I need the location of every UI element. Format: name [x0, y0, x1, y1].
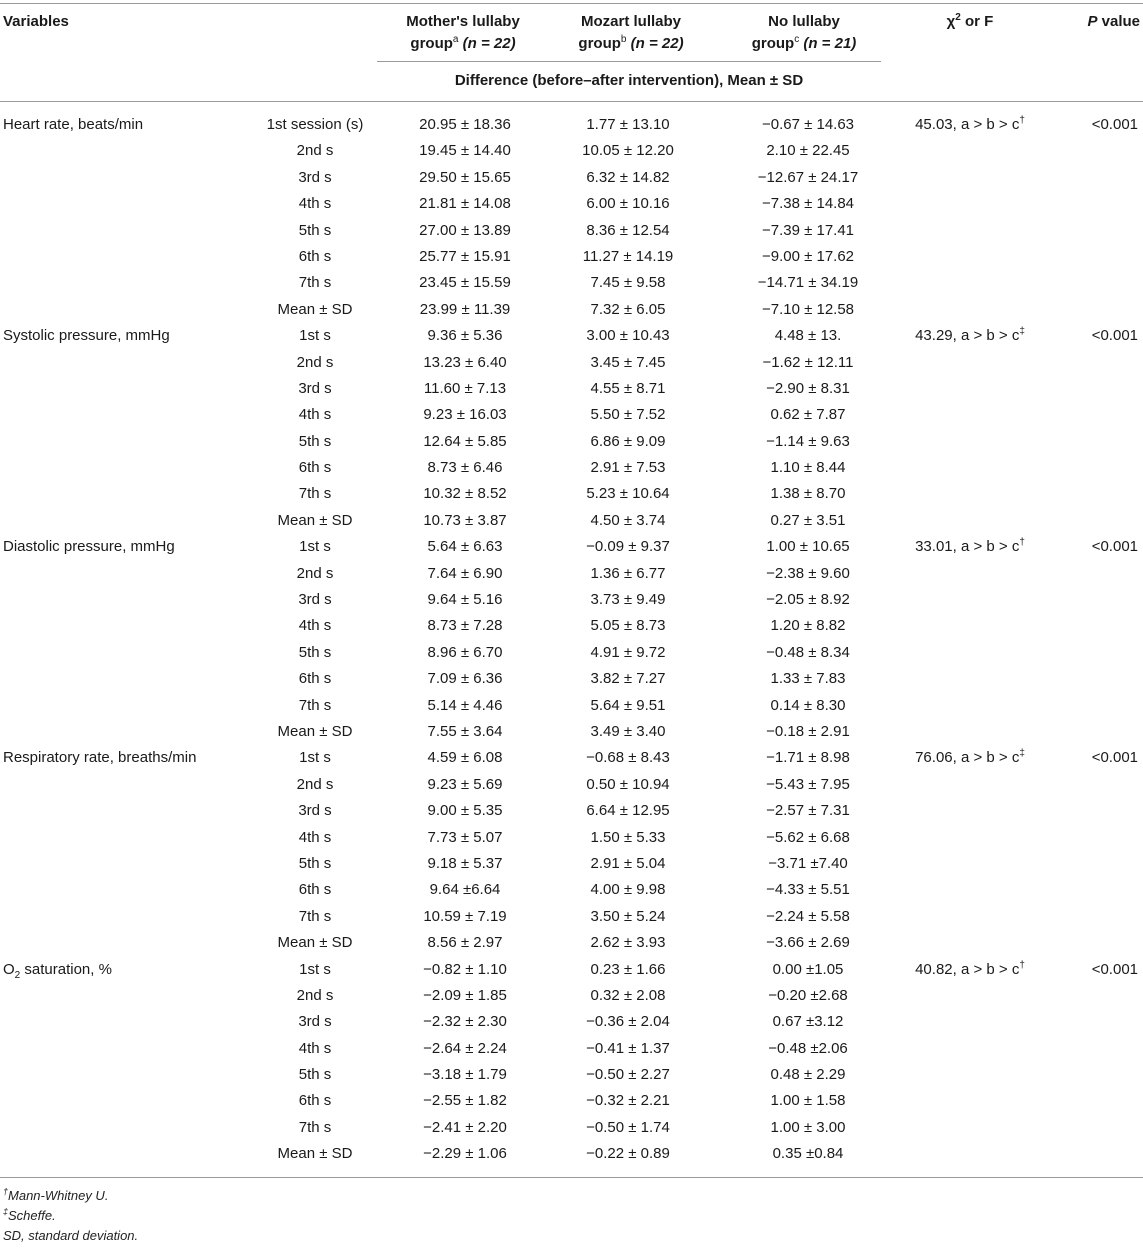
no-lullaby-value: −0.67 ± 14.63 — [761, 116, 855, 133]
no-lullaby-value: 0.67 ±3.12 — [772, 1013, 844, 1031]
mozart-lullaby-value: 0.50 ± 10.94 — [586, 775, 670, 793]
mozart-lullaby-value: 2.91 ± 7.53 — [590, 459, 666, 477]
session-label: 1st s — [299, 749, 331, 767]
session-label: 4th s — [298, 406, 332, 424]
session-label: 4th s — [298, 828, 332, 846]
test-statistic-value: 43.29, a > b > c — [915, 327, 1020, 345]
mozart-lullaby-value: 10.05 ± 12.20 — [582, 142, 674, 160]
no-lullaby-value: 1.20 ± 8.82 — [770, 617, 846, 635]
no-lullaby-value: 0.35 ±0.84 — [772, 1145, 844, 1163]
session-label: 5th s — [298, 432, 332, 450]
mothers-lullaby-value: 11.60 ± 7.13 — [423, 379, 507, 397]
test-statistic — [890, 534, 1050, 560]
session-label: 4th s — [298, 617, 332, 635]
header-bottom-rule — [0, 101, 1143, 102]
p-value: <0.001 — [1091, 749, 1138, 767]
no-lullaby-value: −2.90 ± 8.31 — [766, 379, 850, 397]
mothers-lullaby-value: −2.55 ± 1.82 — [423, 1092, 507, 1110]
mothers-lullaby-value: 13.23 ± 6.40 — [423, 353, 507, 371]
table-row — [0, 1062, 1143, 1088]
mozart-lullaby-value: 11.27 ± 14.19 — [582, 247, 674, 265]
session-label: Mean ± SD — [277, 934, 353, 952]
variable-name — [3, 323, 170, 349]
table-row — [0, 693, 1143, 719]
no-lullaby-value: −7.39 ± 17.41 — [761, 221, 855, 239]
session-label: 2nd s — [296, 564, 334, 582]
session-label: 7th s — [298, 696, 332, 714]
table-row — [0, 534, 1143, 560]
header-group2-sup: b — [620, 34, 627, 45]
variable-name-text: Heart rate, beats/min — [3, 116, 144, 133]
header-group2-n: (n = 22) — [630, 35, 684, 52]
table-row — [0, 323, 1143, 349]
mothers-lullaby-value: 8.56 ± 2.97 — [427, 934, 503, 952]
mothers-lullaby-value: 8.73 ± 7.28 — [427, 617, 503, 635]
table-row — [0, 877, 1143, 903]
mothers-lullaby-value: 10.59 ± 7.19 — [423, 907, 507, 925]
session-label: Mean ± SD — [277, 1145, 353, 1163]
session-label: 2nd s — [296, 353, 334, 371]
table-row — [0, 218, 1143, 244]
mozart-lullaby-value: 5.64 ± 9.51 — [590, 696, 666, 714]
mothers-lullaby-value: 23.45 ± 15.59 — [419, 274, 511, 292]
footnote-dagger-mark: † — [3, 1186, 9, 1197]
variable-name — [3, 957, 112, 983]
no-lullaby-value: −0.48 ± 8.34 — [766, 643, 850, 661]
table-row — [0, 376, 1143, 402]
no-lullaby-value: −1.71 ± 8.98 — [766, 749, 850, 767]
no-lullaby-value: −2.24 ± 5.58 — [766, 907, 850, 925]
table-row — [0, 666, 1143, 692]
session-label: 1st session (s) — [266, 116, 364, 133]
session-label: 3rd s — [298, 168, 332, 186]
mothers-lullaby-value: −2.09 ± 1.85 — [423, 986, 507, 1004]
test-statistic-value: 45.03, a > b > c — [915, 116, 1020, 133]
no-lullaby-value: −2.05 ± 8.92 — [766, 591, 850, 609]
table-row — [0, 165, 1143, 191]
mothers-lullaby-value: 19.45 ± 14.40 — [419, 142, 511, 160]
mozart-lullaby-value: −0.50 ± 1.74 — [586, 1118, 670, 1136]
mozart-lullaby-value: 3.82 ± 7.27 — [590, 670, 666, 688]
mothers-lullaby-value: 27.00 ± 13.89 — [419, 221, 511, 239]
footnote-scheffe — [3, 1206, 56, 1226]
mozart-lullaby-value: −0.22 ± 0.89 — [586, 1145, 670, 1163]
variable-name-text: Respiratory rate, breaths/min — [3, 749, 197, 767]
variable-name — [3, 745, 196, 771]
session-label: 2nd s — [296, 142, 334, 160]
no-lullaby-value: −1.62 ± 12.11 — [762, 353, 854, 371]
header-group3-word: group — [751, 35, 795, 52]
header-p-rest: value — [1097, 13, 1140, 30]
mozart-lullaby-value: 4.00 ± 9.98 — [590, 881, 666, 899]
header-group1-n: (n = 22) — [462, 35, 516, 52]
session-label: 7th s — [298, 485, 332, 503]
session-label: 6th s — [298, 459, 332, 477]
footnote-dagger-text: Mann-Whitney U. — [8, 1188, 109, 1203]
test-statistic-mark: † — [1019, 537, 1025, 549]
session-label: 1st s — [299, 327, 331, 345]
header-group1-word: group — [410, 35, 453, 52]
mozart-lullaby-value: 6.32 ± 14.82 — [586, 168, 670, 186]
table-body — [0, 112, 1143, 1168]
mozart-lullaby-value: 3.49 ± 3.40 — [590, 722, 666, 740]
table-row — [0, 429, 1143, 455]
no-lullaby-value: 1.00 ± 3.00 — [770, 1118, 846, 1136]
mozart-lullaby-value: 4.50 ± 3.74 — [590, 511, 666, 529]
mozart-lullaby-value: 3.00 ± 10.43 — [586, 327, 670, 345]
mothers-lullaby-value: −2.41 ± 2.20 — [423, 1118, 507, 1136]
header-p-letter: P — [1087, 13, 1098, 30]
test-statistic-value: 40.82, a > b > c — [915, 960, 1020, 978]
footnote-ddagger-mark: ‡ — [3, 1206, 9, 1217]
table-row — [0, 350, 1143, 376]
table-row — [0, 508, 1143, 534]
table-row — [0, 138, 1143, 164]
no-lullaby-value: 1.10 ± 8.44 — [770, 459, 846, 477]
mozart-lullaby-value: 7.32 ± 6.05 — [590, 300, 666, 318]
header-group-mozart-lullaby — [545, 11, 717, 55]
mothers-lullaby-value: −2.32 ± 2.30 — [423, 1013, 507, 1031]
footnote-sd: SD, standard deviation. — [3, 1228, 139, 1243]
header-group2-word: group — [578, 35, 621, 52]
mothers-lullaby-value: 9.23 ± 16.03 — [423, 406, 507, 424]
header-group2-line1: Mozart lullaby — [580, 13, 681, 30]
no-lullaby-value: −7.10 ± 12.58 — [761, 300, 855, 318]
session-label: 3rd s — [298, 1013, 332, 1031]
variable-name — [3, 112, 143, 138]
header-group-mothers-lullaby — [377, 11, 549, 55]
mothers-lullaby-value: 4.59 ± 6.08 — [427, 749, 503, 767]
variable-name-text: Diastolic pressure, mmHg — [3, 538, 175, 556]
session-label: 5th s — [298, 1066, 332, 1084]
footnote-ddagger-text: Scheffe. — [8, 1208, 56, 1223]
session-label: 4th s — [298, 195, 332, 213]
mothers-lullaby-value: −3.18 ± 1.79 — [423, 1066, 507, 1084]
session-label: 2nd s — [296, 986, 334, 1004]
mothers-lullaby-value: 10.32 ± 8.52 — [423, 485, 507, 503]
session-label: 3rd s — [298, 591, 332, 609]
no-lullaby-value: −3.71 ±7.40 — [768, 854, 848, 872]
session-label: 7th s — [298, 1118, 332, 1136]
mozart-lullaby-value: 5.23 ± 10.64 — [586, 485, 670, 503]
no-lullaby-value: −2.57 ± 7.31 — [766, 802, 850, 820]
mozart-lullaby-value: 1.77 ± 13.10 — [586, 116, 670, 133]
no-lullaby-value: −14.71 ± 34.19 — [757, 274, 859, 292]
variable-name-text: Systolic pressure, mmHg — [3, 327, 170, 345]
mothers-lullaby-value: 9.18 ± 5.37 — [427, 854, 503, 872]
table-row — [0, 112, 1143, 138]
table-row — [0, 930, 1143, 956]
session-label: 6th s — [298, 670, 332, 688]
table-row — [0, 481, 1143, 507]
mozart-lullaby-value: 6.86 ± 9.09 — [590, 432, 666, 450]
table-row — [0, 1088, 1143, 1114]
mozart-lullaby-value: 1.36 ± 6.77 — [590, 564, 666, 582]
no-lullaby-value: −9.00 ± 17.62 — [761, 247, 855, 265]
no-lullaby-value: −12.67 ± 24.17 — [757, 168, 859, 186]
no-lullaby-value: −1.14 ± 9.63 — [766, 432, 850, 450]
mozart-lullaby-value: −0.68 ± 8.43 — [586, 749, 670, 767]
header-p-value — [1070, 11, 1140, 33]
mothers-lullaby-value: 23.99 ± 11.39 — [419, 300, 511, 318]
no-lullaby-value: 1.33 ± 7.83 — [770, 670, 846, 688]
session-label: 6th s — [298, 247, 332, 265]
mothers-lullaby-value: 25.77 ± 15.91 — [419, 247, 511, 265]
table-row — [0, 561, 1143, 587]
mozart-lullaby-value: 2.91 ± 5.04 — [590, 854, 666, 872]
variable-name-text: O — [3, 960, 15, 978]
table-row — [0, 587, 1143, 613]
mozart-lullaby-value: −0.36 ± 2.04 — [586, 1013, 670, 1031]
p-value: <0.001 — [1091, 327, 1138, 345]
test-statistic-value: 33.01, a > b > c — [915, 538, 1020, 556]
mothers-lullaby-value: 8.96 ± 6.70 — [427, 643, 503, 661]
p-value: <0.001 — [1091, 116, 1138, 133]
no-lullaby-value: −5.43 ± 7.95 — [766, 775, 850, 793]
p-value: <0.001 — [1091, 960, 1138, 978]
no-lullaby-value: −7.38 ± 14.84 — [761, 195, 855, 213]
mozart-lullaby-value: −0.09 ± 9.37 — [586, 538, 670, 556]
header-group3-n: (n = 21) — [803, 35, 857, 52]
table-row — [0, 1141, 1143, 1167]
header-chi-symbol: χ — [946, 13, 956, 30]
header-group-no-lullaby — [718, 11, 890, 55]
mothers-lullaby-value: 9.36 ± 5.36 — [427, 327, 503, 345]
mozart-lullaby-value: 4.55 ± 8.71 — [590, 379, 666, 397]
mothers-lullaby-value: 9.64 ± 5.16 — [427, 591, 503, 609]
header-variables: Variables — [3, 13, 69, 30]
mozart-lullaby-value: 0.32 ± 2.08 — [590, 986, 666, 1004]
mozart-lullaby-value: −0.41 ± 1.37 — [586, 1039, 670, 1057]
session-label: 1st s — [299, 960, 331, 978]
header-sub-rule — [377, 61, 881, 62]
mothers-lullaby-value: 20.95 ± 18.36 — [419, 116, 511, 133]
table-row — [0, 640, 1143, 666]
no-lullaby-value: 0.27 ± 3.51 — [770, 511, 846, 529]
no-lullaby-value: 0.48 ± 2.29 — [770, 1066, 846, 1084]
mozart-lullaby-value: 0.23 ± 1.66 — [590, 960, 666, 978]
test-statistic — [890, 323, 1050, 349]
footnote-mann-whitney — [3, 1186, 108, 1206]
no-lullaby-value: −4.33 ± 5.51 — [766, 881, 850, 899]
no-lullaby-value: 0.62 ± 7.87 — [770, 406, 846, 424]
mozart-lullaby-value: 5.50 ± 7.52 — [590, 406, 666, 424]
table-row — [0, 798, 1143, 824]
session-label: 7th s — [298, 274, 332, 292]
mozart-lullaby-value: 6.00 ± 10.16 — [586, 195, 670, 213]
p-value: <0.001 — [1091, 538, 1138, 556]
table-row — [0, 191, 1143, 217]
table-row — [0, 957, 1143, 983]
no-lullaby-value: −0.48 ±2.06 — [768, 1039, 848, 1057]
table-row — [0, 904, 1143, 930]
test-statistic — [890, 112, 1050, 138]
no-lullaby-value: −3.66 ± 2.69 — [766, 934, 850, 952]
session-label: 7th s — [298, 907, 332, 925]
no-lullaby-value: −2.38 ± 9.60 — [766, 564, 850, 582]
mozart-lullaby-value: −0.50 ± 2.27 — [586, 1066, 670, 1084]
no-lullaby-value: −0.18 ± 2.91 — [766, 722, 850, 740]
no-lullaby-value: 0.00 ±1.05 — [772, 960, 844, 978]
table-row — [0, 297, 1143, 323]
table-row — [0, 719, 1143, 745]
mozart-lullaby-value: 2.62 ± 3.93 — [590, 934, 666, 952]
mozart-lullaby-value: 3.50 ± 5.24 — [590, 907, 666, 925]
no-lullaby-value: 4.48 ± 13. — [774, 327, 842, 345]
no-lullaby-value: 2.10 ± 22.45 — [766, 142, 850, 160]
test-statistic-mark: † — [1019, 115, 1025, 126]
session-label: 3rd s — [298, 802, 332, 820]
header-group2-line2 — [545, 33, 717, 55]
variable-name — [3, 534, 175, 560]
bottom-rule — [0, 1177, 1143, 1178]
mothers-lullaby-value: 21.81 ± 14.08 — [419, 195, 511, 213]
no-lullaby-value: 1.38 ± 8.70 — [770, 485, 846, 503]
mozart-lullaby-value: 8.36 ± 12.54 — [586, 221, 670, 239]
test-statistic-mark: ‡ — [1019, 326, 1025, 338]
mothers-lullaby-value: 7.09 ± 6.36 — [427, 670, 503, 688]
table-row — [0, 1009, 1143, 1035]
no-lullaby-value: −0.20 ±2.68 — [768, 986, 848, 1004]
table-row — [0, 402, 1143, 428]
header-group3-sup: c — [794, 34, 800, 45]
header-chi-sup: 2 — [955, 12, 961, 23]
header-chi-square — [900, 11, 1040, 33]
table-row — [0, 772, 1143, 798]
mozart-lullaby-value: 4.91 ± 9.72 — [590, 643, 666, 661]
header-group1-line1: Mother's lullaby — [406, 13, 520, 30]
table-row — [0, 455, 1143, 481]
table-row — [0, 1115, 1143, 1141]
session-label: 5th s — [298, 221, 332, 239]
header-group3-line2 — [718, 33, 890, 55]
table-row — [0, 825, 1143, 851]
mothers-lullaby-value: 10.73 ± 3.87 — [423, 511, 507, 529]
session-label: 5th s — [298, 854, 332, 872]
mozart-lullaby-value: 7.45 ± 9.58 — [590, 274, 666, 292]
mothers-lullaby-value: 9.00 ± 5.35 — [427, 802, 503, 820]
no-lullaby-value: 0.14 ± 8.30 — [770, 696, 846, 714]
table-row — [0, 1036, 1143, 1062]
mothers-lullaby-value: 9.23 ± 5.69 — [427, 775, 503, 793]
mothers-lullaby-value: 7.73 ± 5.07 — [427, 828, 503, 846]
test-statistic — [890, 745, 1050, 771]
session-label: 6th s — [298, 1092, 332, 1110]
mozart-lullaby-value: 6.64 ± 12.95 — [586, 802, 670, 820]
test-statistic-value: 76.06, a > b > c — [915, 749, 1020, 767]
header-group1-sup: a — [452, 34, 459, 45]
mothers-lullaby-value: 8.73 ± 6.46 — [427, 459, 503, 477]
mothers-lullaby-value: 12.64 ± 5.85 — [423, 432, 507, 450]
mothers-lullaby-value: 7.55 ± 3.64 — [427, 722, 503, 740]
session-label: 3rd s — [298, 379, 332, 397]
mothers-lullaby-value: 5.64 ± 6.63 — [427, 538, 503, 556]
session-label: 1st s — [299, 538, 331, 556]
table-row — [0, 270, 1143, 296]
variable-name-subscript: 2 — [14, 969, 21, 981]
mothers-lullaby-value: 29.50 ± 15.65 — [419, 168, 511, 186]
mozart-lullaby-value: −0.32 ± 2.21 — [586, 1092, 670, 1110]
session-label: Mean ± SD — [277, 300, 353, 318]
header-chi-rest: or F — [960, 13, 994, 30]
mothers-lullaby-value: 5.14 ± 4.46 — [427, 696, 503, 714]
mozart-lullaby-value: 1.50 ± 5.33 — [590, 828, 666, 846]
mozart-lullaby-value: 3.45 ± 7.45 — [590, 353, 666, 371]
session-label: Mean ± SD — [277, 511, 353, 529]
test-statistic — [890, 957, 1050, 983]
mothers-lullaby-value: −0.82 ± 1.10 — [423, 960, 507, 978]
session-label: 6th s — [298, 881, 332, 899]
table-row — [0, 613, 1143, 639]
test-statistic-mark: † — [1019, 959, 1025, 971]
no-lullaby-value: 1.00 ± 1.58 — [770, 1092, 846, 1110]
top-rule — [0, 3, 1143, 4]
mothers-lullaby-value: −2.64 ± 2.24 — [423, 1039, 507, 1057]
test-statistic-mark: ‡ — [1019, 748, 1025, 760]
mothers-lullaby-value: −2.29 ± 1.06 — [423, 1145, 507, 1163]
table-row — [0, 745, 1143, 771]
header-group3-line1: No lullaby — [768, 13, 840, 30]
session-label: 5th s — [298, 643, 332, 661]
mothers-lullaby-value: 7.64 ± 6.90 — [427, 564, 503, 582]
mozart-lullaby-value: 5.05 ± 8.73 — [590, 617, 666, 635]
no-lullaby-value: 1.00 ± 10.65 — [766, 538, 850, 556]
table-row — [0, 983, 1143, 1009]
no-lullaby-value: −5.62 ± 6.68 — [766, 828, 850, 846]
session-label: 2nd s — [296, 775, 334, 793]
table-row — [0, 851, 1143, 877]
session-label: 4th s — [298, 1039, 332, 1057]
header-group1-line2 — [377, 33, 549, 55]
variable-name-rest: saturation, % — [20, 960, 112, 978]
mozart-lullaby-value: 3.73 ± 9.49 — [590, 591, 666, 609]
header-difference: Difference (before–after intervention), Mean ± SD — [454, 72, 804, 89]
mothers-lullaby-value: 9.64 ±6.64 — [429, 881, 501, 899]
table-row — [0, 244, 1143, 270]
session-label: Mean ± SD — [277, 722, 353, 740]
